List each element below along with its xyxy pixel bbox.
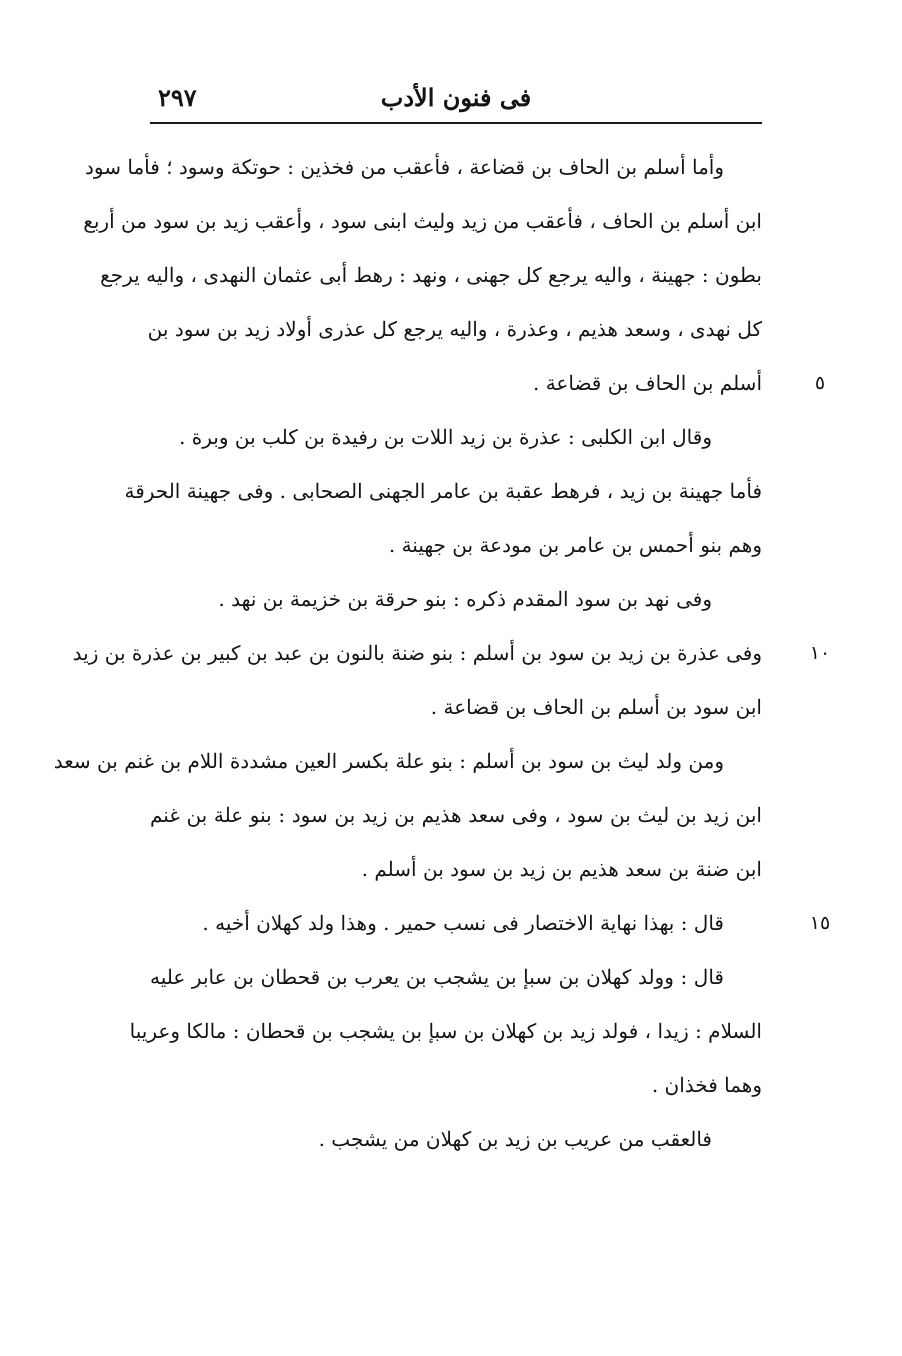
page-number: ٢٩٧	[158, 83, 197, 112]
text-line: ابن أسلم بن الحاف ، فأعقب من زيد وليث ابنى سود ، وأعقب زيد بن سود من أربع	[83, 209, 762, 233]
margin-line-number: ١٥	[809, 912, 831, 934]
text-line: ومن ولد ليث بن سود بن أسلم : بنو علة بكسر العين مشددة اللام بن غنم بن سعد	[53, 749, 724, 773]
text-line: وهم بنو أحمس بن عامر بن مودعة بن جهينة .	[388, 533, 762, 557]
text-line: فأما جهينة بن زيد ، فرهط عقبة بن عامر الجهنى الصحابى . وفى جهينة الحرقة	[124, 479, 762, 503]
margin-line-number: ٥	[814, 372, 826, 394]
header-rule	[150, 122, 762, 124]
running-header	[150, 78, 762, 122]
text-line: قال : وولد كهلان بن سبإ بن يشجب بن يعرب بن قحطان بن عابر عليه	[150, 965, 724, 989]
text-line: أسلم بن الحاف بن قضاعة .	[532, 371, 762, 395]
text-line: ابن ضنة بن سعد هذيم بن زيد بن سود بن أسلم .	[361, 857, 762, 881]
text-line: السلام : زيدا ، فولد زيد بن كهلان بن سبإ بن يشجب بن قحطان : مالكا وعريبا	[129, 1019, 762, 1043]
text-line: ابن زيد بن ليث بن سود ، وفى سعد هذيم بن زيد بن سود : بنو علة بن غنم	[150, 803, 762, 827]
text-line: وهما فخذان .	[651, 1073, 762, 1097]
text-line: بطون : جهينة ، واليه يرجع كل جهنى ، ونهد : رهط أبى عثمان النهدى ، واليه يرجع	[100, 263, 762, 287]
text-line: قال : بهذا نهاية الاختصار فى نسب حمير . وهذا ولد كهلان أخيه .	[202, 911, 724, 935]
text-line: وفى نهد بن سود المقدم ذكره : بنو حرقة بن خزيمة بن نهد .	[218, 587, 712, 611]
text-line: ابن سود بن أسلم بن الحاف بن قضاعة .	[430, 695, 762, 719]
body-text	[53, 140, 762, 1166]
text-line: وفى عذرة بن زيد بن سود بن أسلم : بنو ضنة بالنون بن عبد بن كبير بن عذرة بن زيد	[72, 641, 762, 665]
margin-line-number: ١٠	[809, 642, 831, 664]
running-title: فى فنون الأدب	[380, 83, 532, 112]
text-line: وقال ابن الكلبى : عذرة بن زيد اللات بن رفيدة بن كلب بن وبرة .	[179, 425, 712, 449]
text-line: كل نهدى ، وسعد هذيم ، وعذرة ، واليه يرجع كل عذرى أولاد زيد بن سود بن	[147, 317, 762, 341]
text-line: فالعقب من عريب بن زيد بن كهلان من يشجب .	[318, 1127, 712, 1151]
text-line: وأما أسلم بن الحاف بن قضاعة ، فأعقب من فخذين : حوتكة وسود ؛ فأما سود	[85, 155, 724, 179]
